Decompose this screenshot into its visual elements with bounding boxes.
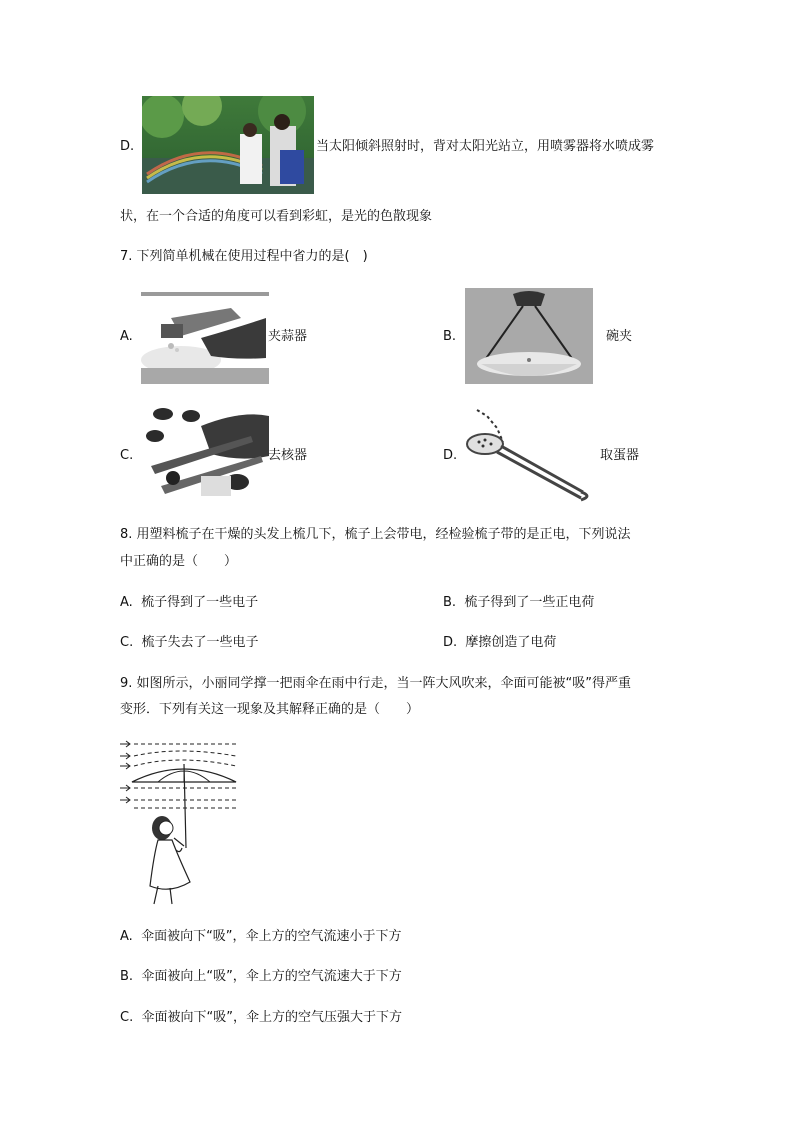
q7-option-b-label: 碗夹 <box>606 329 633 344</box>
q9-stem-line1: 9. 如图所示，小丽同学撑一把雨伞在雨中行走，当一阵大风吹来，伞面可能被“吸”得严重 <box>120 676 632 691</box>
q7-option-a-label: 夹蒜器 <box>268 329 308 344</box>
q8-option-b <box>443 594 594 612</box>
q6-option-d-text-line2: 状，在一个合适的角度可以看到彩虹，是光的色散现象 <box>120 209 433 224</box>
umbrella-wind-figure <box>118 736 240 908</box>
q8-option-a-text: 梳子得到了一些电子 <box>141 595 259 610</box>
q6-option-d-letter: D. <box>120 139 135 154</box>
q8-option-b-text: 梳子得到了一些正电荷 <box>464 595 595 610</box>
q8-stem-line2: 中正确的是（ ） <box>120 554 238 569</box>
egg-tongs-image <box>463 406 593 504</box>
q9-option-b-text: 伞面被向上“吸”，伞上方的空气流速大于下方 <box>141 969 402 984</box>
q9-option-c-text: 伞面被向下“吸”，伞上方的空气压强大于下方 <box>141 1010 402 1025</box>
q7-option-c-letter: C. <box>120 448 134 463</box>
q8-option-a <box>120 594 258 612</box>
q7-option-d-letter: D. <box>443 448 458 463</box>
q9-option-a <box>120 928 402 946</box>
q9-option-a-letter: A. <box>120 929 133 944</box>
q8-option-d <box>443 634 556 652</box>
q9-option-c-letter: C. <box>120 1010 134 1025</box>
q7-option-c-label: 去核器 <box>268 448 308 463</box>
q9-option-c <box>120 1009 402 1027</box>
q6-option-d-text-line1: 当太阳倾斜照射时，背对太阳光站立，用喷雾器将水喷成雾 <box>316 139 655 154</box>
q8-option-c-text: 梳子失去了一些电子 <box>141 635 259 650</box>
q7-option-d-label: 取蛋器 <box>600 448 640 463</box>
q8-option-b-letter: B. <box>443 595 457 610</box>
q9-option-a-text: 伞面被向下“吸”，伞上方的空气流速小于下方 <box>141 929 402 944</box>
q7-option-b-letter: B. <box>443 329 457 344</box>
q9-option-b-letter: B. <box>120 969 134 984</box>
bowl-clip-image <box>465 288 593 384</box>
q8-option-c-letter: C. <box>120 635 134 650</box>
q8-option-c <box>120 634 259 652</box>
q8-option-a-letter: A. <box>120 595 133 610</box>
q7-option-a-letter: A. <box>120 329 133 344</box>
q8-option-d-text: 摩擦创造了电荷 <box>465 635 557 650</box>
q7-stem: 7. 下列简单机械在使用过程中省力的是( ) <box>120 249 368 264</box>
q9-stem-line2: 变形．下列有关这一现象及其解释正确的是（ ） <box>120 702 420 717</box>
q9-option-b <box>120 968 402 986</box>
q8-option-d-letter: D. <box>443 635 458 650</box>
q8-stem-line1: 8. 用塑料梳子在干燥的头发上梳几下，梳子上会带电，经检验梳子带的是正电，下列说法 <box>120 527 631 542</box>
pitter-image <box>141 406 269 504</box>
rainbow-photo <box>142 96 314 194</box>
garlic-press-image <box>141 288 269 384</box>
